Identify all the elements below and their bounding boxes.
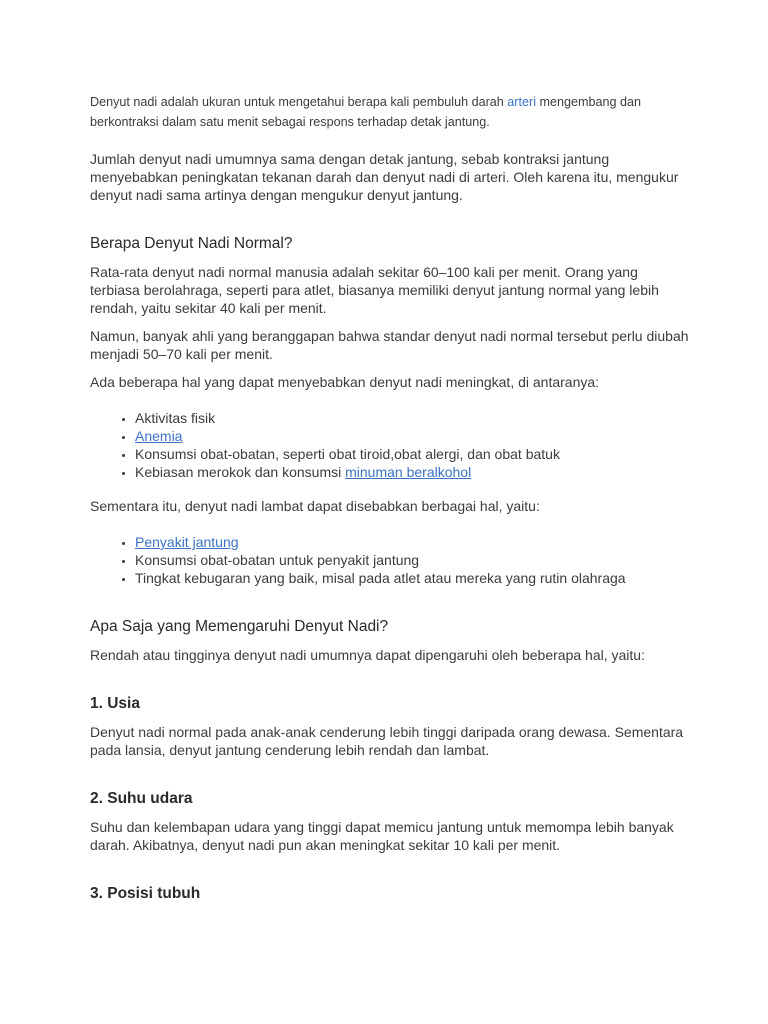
factors-heading: Apa Saja yang Memengaruhi Denyut Nadi? xyxy=(90,618,389,635)
intro-text-before: Denyut nadi adalah ukuran untuk mengetahui berapa kali pembuluh darah xyxy=(90,95,508,109)
alcohol-link[interactable]: minuman beralkohol xyxy=(345,464,472,480)
increase-causes-paragraph: Ada beberapa hal yang dapat menyebabkan denyut nadi meningkat, di antaranya: xyxy=(90,374,600,390)
arteri-link[interactable]: arteri xyxy=(507,95,536,109)
list-item xyxy=(135,533,690,551)
list-item xyxy=(135,551,690,569)
slow-causes-list xyxy=(90,533,690,587)
list-item xyxy=(135,445,690,463)
slow-causes-paragraph: Sementara itu, denyut nadi lambat dapat disebabkan berbagai hal, yaitu: xyxy=(90,498,540,514)
normal-rate-heading: Berapa Denyut Nadi Normal? xyxy=(90,235,293,252)
increase-causes-list xyxy=(90,409,690,481)
temperature-heading: 2. Suhu udara xyxy=(90,790,193,807)
intro-text-after: mengembang dan berkontraksi dalam satu menit sebagai respons terhadap detak jantung. xyxy=(90,95,642,129)
list-item xyxy=(135,463,690,481)
list-item xyxy=(135,427,690,445)
heart-disease-link[interactable]: Penyakit jantung xyxy=(135,534,239,550)
body-position-heading: 3. Posisi tubuh xyxy=(90,885,201,902)
physical-activity-text: Aktivitas fisik xyxy=(135,410,216,426)
factors-intro-paragraph: Rendah atau tingginya denyut nadi umumnya dapat dipengaruhi oleh beberapa hal, yaitu: xyxy=(90,647,645,663)
anemia-link[interactable]: Anemia xyxy=(135,428,183,444)
fitness-text: Tingkat kebugaran yang baik, misal pada atlet atau mereka yang rutin olahraga xyxy=(135,570,626,586)
list-item xyxy=(135,409,690,427)
medication-text: Konsumsi obat-obatan, seperti obat tiroid,obat alergi, dan obat batuk xyxy=(135,446,560,462)
list-item xyxy=(135,569,690,587)
document-page xyxy=(90,92,690,914)
heart-medication-text: Konsumsi obat-obatan untuk penyakit jantung xyxy=(135,552,420,568)
intro-paragraph xyxy=(90,92,690,132)
normal-rate-paragraph: Rata-rata denyut nadi normal manusia adalah sekitar 60–100 kali per menit. Orang yang terbiasa berolahraga, seperti para atlet, biasanya memiliki denyut jantung normal yang lebih rendah, yaitu sekitar 40 kali per menit. xyxy=(90,264,659,316)
heart-rate-paragraph: Jumlah denyut nadi umumnya sama dengan detak jantung, sebab kontraksi jantung menyebabkan peningkatan tekanan darah dan denyut nadi di arteri. Oleh karena itu, mengukur denyut nadi sama artinya dengan mengukur denyut jantung. xyxy=(90,151,679,203)
age-paragraph: Denyut nadi normal pada anak-anak cenderung lebih tinggi daripada orang dewasa. Sementara pada lansia, denyut jantung cenderung lebih rendah dan lambat. xyxy=(90,724,684,758)
temperature-paragraph: Suhu dan kelembapan udara yang tinggi dapat memicu jantung untuk memompa lebih banyak darah. Akibatnya, denyut nadi pun akan meningkat sekitar 10 kali per menit. xyxy=(90,819,674,853)
standard-change-paragraph: Namun, banyak ahli yang beranggapan bahwa standar denyut nadi normal tersebut perlu diubah menjadi 50–70 kali per menit. xyxy=(90,328,689,362)
smoking-text: Kebiasan merokok dan konsumsi xyxy=(135,464,346,480)
age-heading: 1. Usia xyxy=(90,695,140,712)
